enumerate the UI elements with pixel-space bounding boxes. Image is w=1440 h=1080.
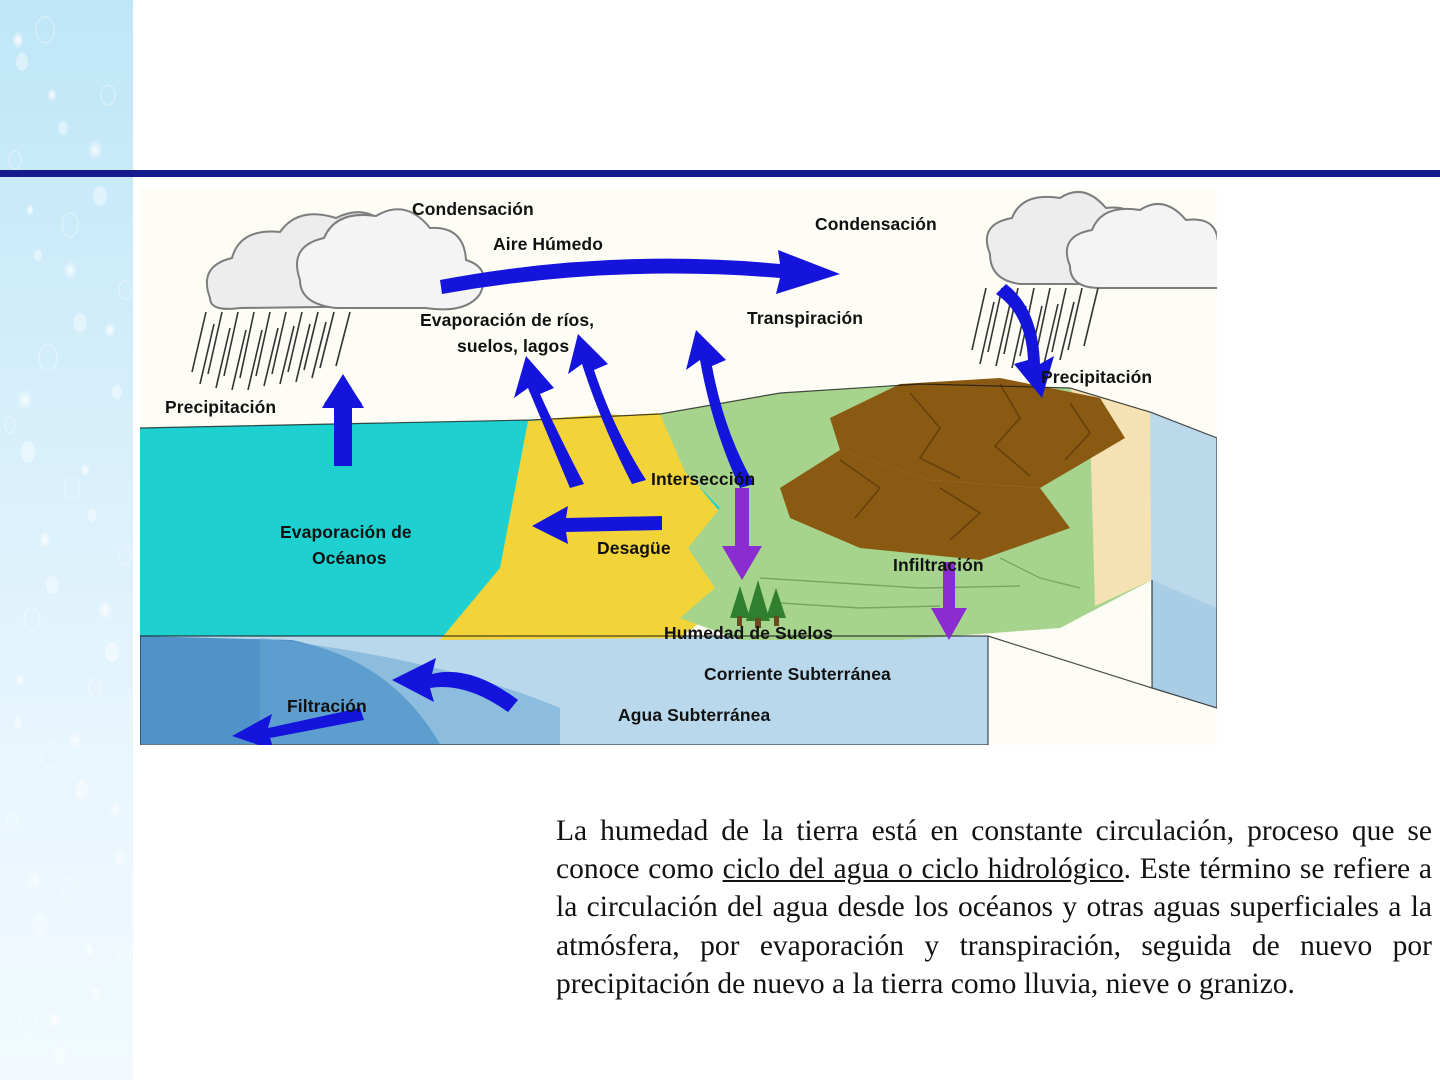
label-aire-humedo: Aire Húmedo — [493, 234, 604, 254]
label-evaporacion-rios-line2: suelos, lagos — [457, 336, 570, 356]
caption-segment-3: . Este término se refiere a la circulación del agua desde los océanos y otras aguas superficiales a la atmósfera, por evaporación y transpiración, seguida de nuevo por precipitación de nuevo a la tierra como lluvia, nieve o granizo. — [556, 852, 1432, 1000]
label-transpiracion: Transpiración — [747, 308, 864, 328]
caption-paragraph — [556, 812, 1432, 1004]
label-desague: Desagüe — [597, 538, 671, 558]
label-condensacion-right: Condensación — [815, 214, 937, 234]
label-corriente-subterranea: Corriente Subterránea — [704, 664, 891, 684]
sidebar-water-texture — [0, 0, 133, 1080]
water-cycle-diagram — [140, 188, 1217, 745]
label-agua-subterranea: Agua Subterránea — [618, 705, 771, 725]
caption-segment-underlined: ciclo del agua o ciclo hidrológico — [722, 852, 1124, 885]
label-infiltracion: Infiltración — [893, 555, 984, 575]
label-condensacion-left: Condensación — [412, 199, 534, 219]
label-evaporacion-oceanos-line1: Evaporación de — [280, 522, 412, 542]
water-cycle-illustration — [140, 188, 1217, 745]
header-divider-left-cap — [0, 170, 133, 177]
header-divider — [0, 170, 1440, 177]
label-humedad-suelos: Humedad de Suelos — [664, 623, 833, 643]
label-evaporacion-rios-line1: Evaporación de ríos, — [420, 310, 595, 330]
label-precipitacion-left: Precipitación — [165, 397, 277, 417]
label-filtracion: Filtración — [287, 696, 367, 716]
label-evaporacion-oceanos-line2: Océanos — [312, 548, 387, 568]
label-precipitacion-right: Precipitación — [1041, 367, 1153, 387]
water-drops-icon — [0, 0, 133, 1080]
caption-segment-1: La humedad de la tierra está en constante circulación, proceso que se conoce como — [556, 814, 1432, 885]
label-interseccion: Intersección — [651, 469, 756, 489]
